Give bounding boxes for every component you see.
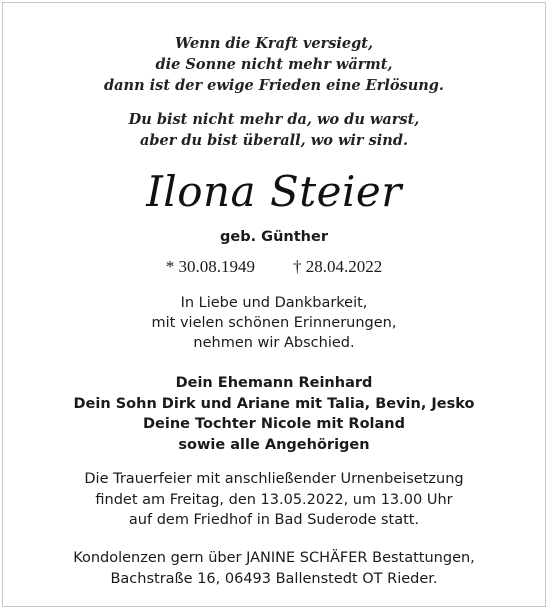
condolence-info	[3, 548, 545, 589]
mourner-line: Deine Tochter Nicole mit Roland	[142, 416, 405, 432]
birth-name: geb. Günther	[220, 229, 328, 245]
funeral-line: findet am Freitag, den 13.05.2022, um 13.00 Uhr	[95, 491, 453, 508]
farewell-line: nehmen wir Abschied.	[193, 335, 355, 351]
poem-line: dann ist der ewige Frieden eine Erlösung.	[104, 77, 444, 94]
mourners-list	[3, 373, 545, 455]
farewell-line: mit vielen schönen Erinnerungen,	[151, 315, 397, 331]
poem-stanza-2	[3, 109, 545, 151]
poem-line: Wenn die Kraft versiegt,	[174, 35, 374, 52]
mourner-line: Dein Ehemann Reinhard	[175, 375, 373, 391]
deceased-name: Ilona Steier	[146, 167, 402, 216]
poem-stanza-1	[3, 33, 545, 96]
poem-line: aber du bist überall, wo wir sind.	[139, 132, 409, 149]
birth-date: * 30.08.1949	[165, 257, 255, 276]
condolence-line: Bachstraße 16, 06493 Ballenstedt OT Rieder.	[110, 570, 438, 587]
condolence-line: Kondolenzen gern über JANINE SCHÄFER Bestattungen,	[73, 550, 475, 566]
mourner-line: sowie alle Angehörigen	[178, 436, 370, 453]
farewell-line: In Liebe und Dankbarkeit,	[180, 295, 368, 311]
poem-line: Du bist nicht mehr da, wo du warst,	[128, 111, 420, 128]
funeral-line: auf dem Friedhof in Bad Suderode statt.	[128, 512, 420, 528]
life-dates	[3, 256, 545, 278]
funeral-line: Die Trauerfeier mit anschließender Urnenbeisetzung	[84, 471, 464, 487]
death-date: † 28.04.2022	[293, 257, 383, 276]
funeral-info	[3, 469, 545, 531]
farewell-text	[3, 293, 545, 353]
obituary-notice	[2, 2, 546, 607]
poem-line: die Sonne nicht mehr wärmt,	[155, 56, 393, 73]
mourner-line: Dein Sohn Dirk und Ariane mit Talia, Bevin, Jesko	[73, 395, 475, 412]
